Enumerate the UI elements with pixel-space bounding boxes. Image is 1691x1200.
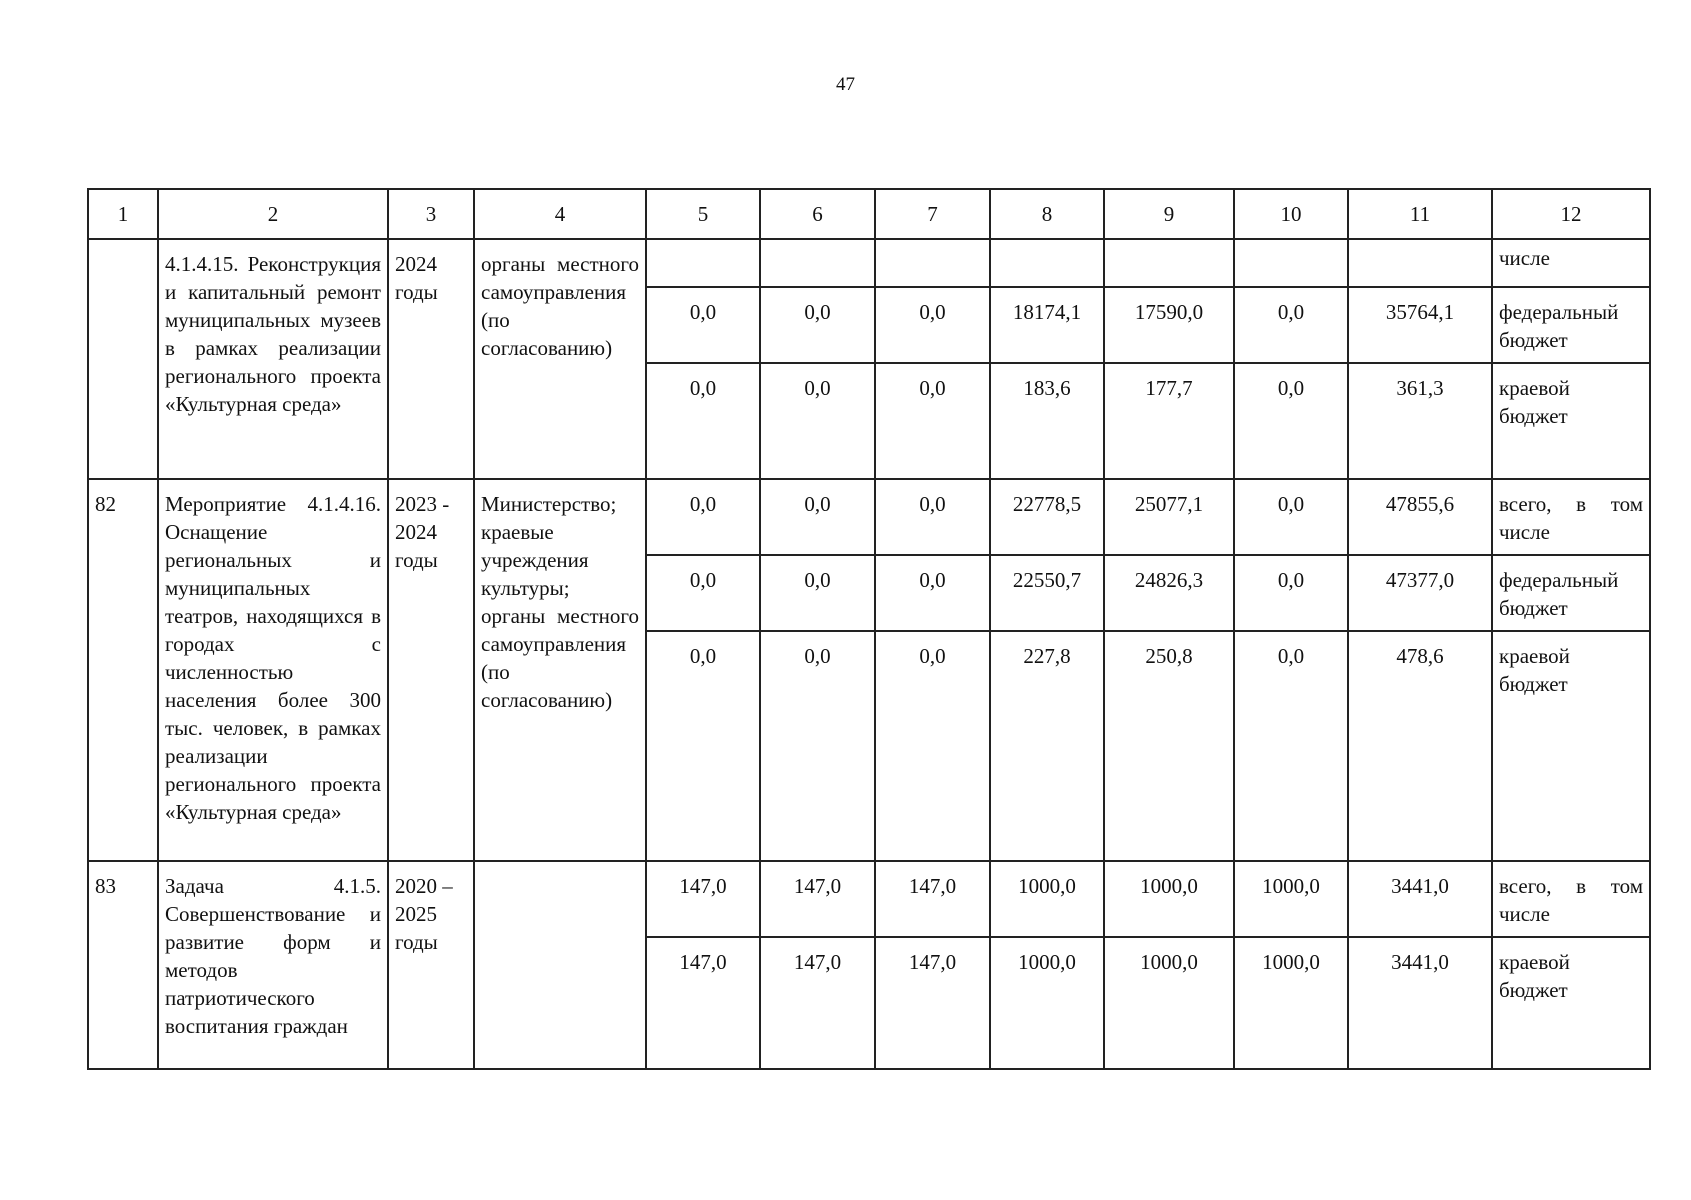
funding-source-cell: федеральный бюджет — [1492, 287, 1650, 363]
row-index-cell: 82 — [88, 479, 158, 861]
value-cell: 47377,0 — [1348, 555, 1492, 631]
table-row — [88, 861, 1650, 937]
value-cell: 183,6 — [990, 363, 1104, 479]
value-cell: 35764,1 — [1348, 287, 1492, 363]
value-cell: 0,0 — [1234, 631, 1348, 861]
table-row — [88, 239, 1650, 287]
value-cell: 47855,6 — [1348, 479, 1492, 555]
value-cell: 147,0 — [760, 861, 875, 937]
value-cell: 0,0 — [760, 631, 875, 861]
value-cell: 0,0 — [1234, 287, 1348, 363]
value-cell — [760, 239, 875, 287]
value-cell: 147,0 — [760, 937, 875, 1069]
value-cell: 0,0 — [875, 555, 990, 631]
value-cell: 0,0 — [875, 287, 990, 363]
value-cell: 0,0 — [875, 631, 990, 861]
value-cell: 1000,0 — [1234, 937, 1348, 1069]
header-cell: 9 — [1104, 189, 1234, 239]
funding-source-cell: всего, в том числе — [1492, 479, 1650, 555]
header-cell: 2 — [158, 189, 388, 239]
value-cell — [990, 239, 1104, 287]
value-cell: 1000,0 — [990, 937, 1104, 1069]
header-cell: 6 — [760, 189, 875, 239]
measure-name-cell: Задача 4.1.5. Совершенствование и развитие форм и методов патриотического воспитания граждан — [158, 861, 388, 1069]
header-cell: 11 — [1348, 189, 1492, 239]
value-cell: 0,0 — [1234, 363, 1348, 479]
measure-name-cell: Мероприятие 4.1.4.16. Оснащение региональных и муниципальных театров, находящихся в городах с численностью населения более 300 тыс. человек, в рамках реализации регионального проекта «Культурная среда» — [158, 479, 388, 861]
years-cell: 2020 – 2025 годы — [388, 861, 474, 1069]
row-index-cell: 83 — [88, 861, 158, 1069]
funding-source-cell: всего, в том числе — [1492, 861, 1650, 937]
years-cell: 2023 - 2024 годы — [388, 479, 474, 861]
value-cell: 0,0 — [875, 363, 990, 479]
value-cell — [1348, 239, 1492, 287]
value-cell: 0,0 — [646, 363, 760, 479]
row-index-cell — [88, 239, 158, 479]
value-cell: 17590,0 — [1104, 287, 1234, 363]
value-cell: 0,0 — [760, 287, 875, 363]
value-cell: 0,0 — [760, 479, 875, 555]
header-cell: 3 — [388, 189, 474, 239]
header-cell: 12 — [1492, 189, 1650, 239]
funding-source-cell: краевой бюджет — [1492, 937, 1650, 1069]
value-cell: 147,0 — [875, 937, 990, 1069]
years-cell: 2024 годы — [388, 239, 474, 479]
value-cell: 0,0 — [760, 363, 875, 479]
header-cell: 8 — [990, 189, 1104, 239]
value-cell: 1000,0 — [1104, 937, 1234, 1069]
table-row — [88, 479, 1650, 555]
value-cell: 0,0 — [646, 479, 760, 555]
value-cell: 177,7 — [1104, 363, 1234, 479]
value-cell: 361,3 — [1348, 363, 1492, 479]
funding-source-cell: краевой бюджет — [1492, 631, 1650, 861]
value-cell — [875, 239, 990, 287]
value-cell: 0,0 — [760, 555, 875, 631]
header-cell: 1 — [88, 189, 158, 239]
header-cell: 7 — [875, 189, 990, 239]
value-cell: 1000,0 — [990, 861, 1104, 937]
funding-source-cell: краевой бюджет — [1492, 363, 1650, 479]
value-cell: 24826,3 — [1104, 555, 1234, 631]
value-cell: 3441,0 — [1348, 861, 1492, 937]
value-cell: 22778,5 — [990, 479, 1104, 555]
value-cell: 1000,0 — [1104, 861, 1234, 937]
funding-source-cell: числе — [1492, 239, 1650, 287]
value-cell: 3441,0 — [1348, 937, 1492, 1069]
page-number: 47 — [836, 74, 855, 95]
funding-source-cell: федеральный бюджет — [1492, 555, 1650, 631]
value-cell: 147,0 — [875, 861, 990, 937]
responsible-cell — [474, 861, 646, 1069]
header-cell: 4 — [474, 189, 646, 239]
header-cell: 5 — [646, 189, 760, 239]
value-cell: 22550,7 — [990, 555, 1104, 631]
value-cell — [1104, 239, 1234, 287]
measure-name-cell: 4.1.4.15. Реконструкция и капитальный ремонт муниципальных музеев в рамках реализации регионального проекта «Культурная среда» — [158, 239, 388, 479]
value-cell: 1000,0 — [1234, 861, 1348, 937]
value-cell — [1234, 239, 1348, 287]
value-cell — [646, 239, 760, 287]
value-cell: 227,8 — [990, 631, 1104, 861]
budget-table — [87, 188, 1651, 1070]
responsible-cell: органы местного самоуправления (по согласованию) — [474, 239, 646, 479]
value-cell: 0,0 — [646, 631, 760, 861]
value-cell: 478,6 — [1348, 631, 1492, 861]
value-cell: 250,8 — [1104, 631, 1234, 861]
value-cell: 0,0 — [646, 287, 760, 363]
value-cell: 0,0 — [875, 479, 990, 555]
value-cell: 0,0 — [1234, 555, 1348, 631]
value-cell: 0,0 — [1234, 479, 1348, 555]
value-cell: 147,0 — [646, 861, 760, 937]
value-cell: 147,0 — [646, 937, 760, 1069]
value-cell: 0,0 — [646, 555, 760, 631]
value-cell: 25077,1 — [1104, 479, 1234, 555]
responsible-cell: Министерство; краевые учреждения культуры; органы местного самоуправления (по согласованию) — [474, 479, 646, 861]
value-cell: 18174,1 — [990, 287, 1104, 363]
header-cell: 10 — [1234, 189, 1348, 239]
header-row — [88, 189, 1650, 239]
